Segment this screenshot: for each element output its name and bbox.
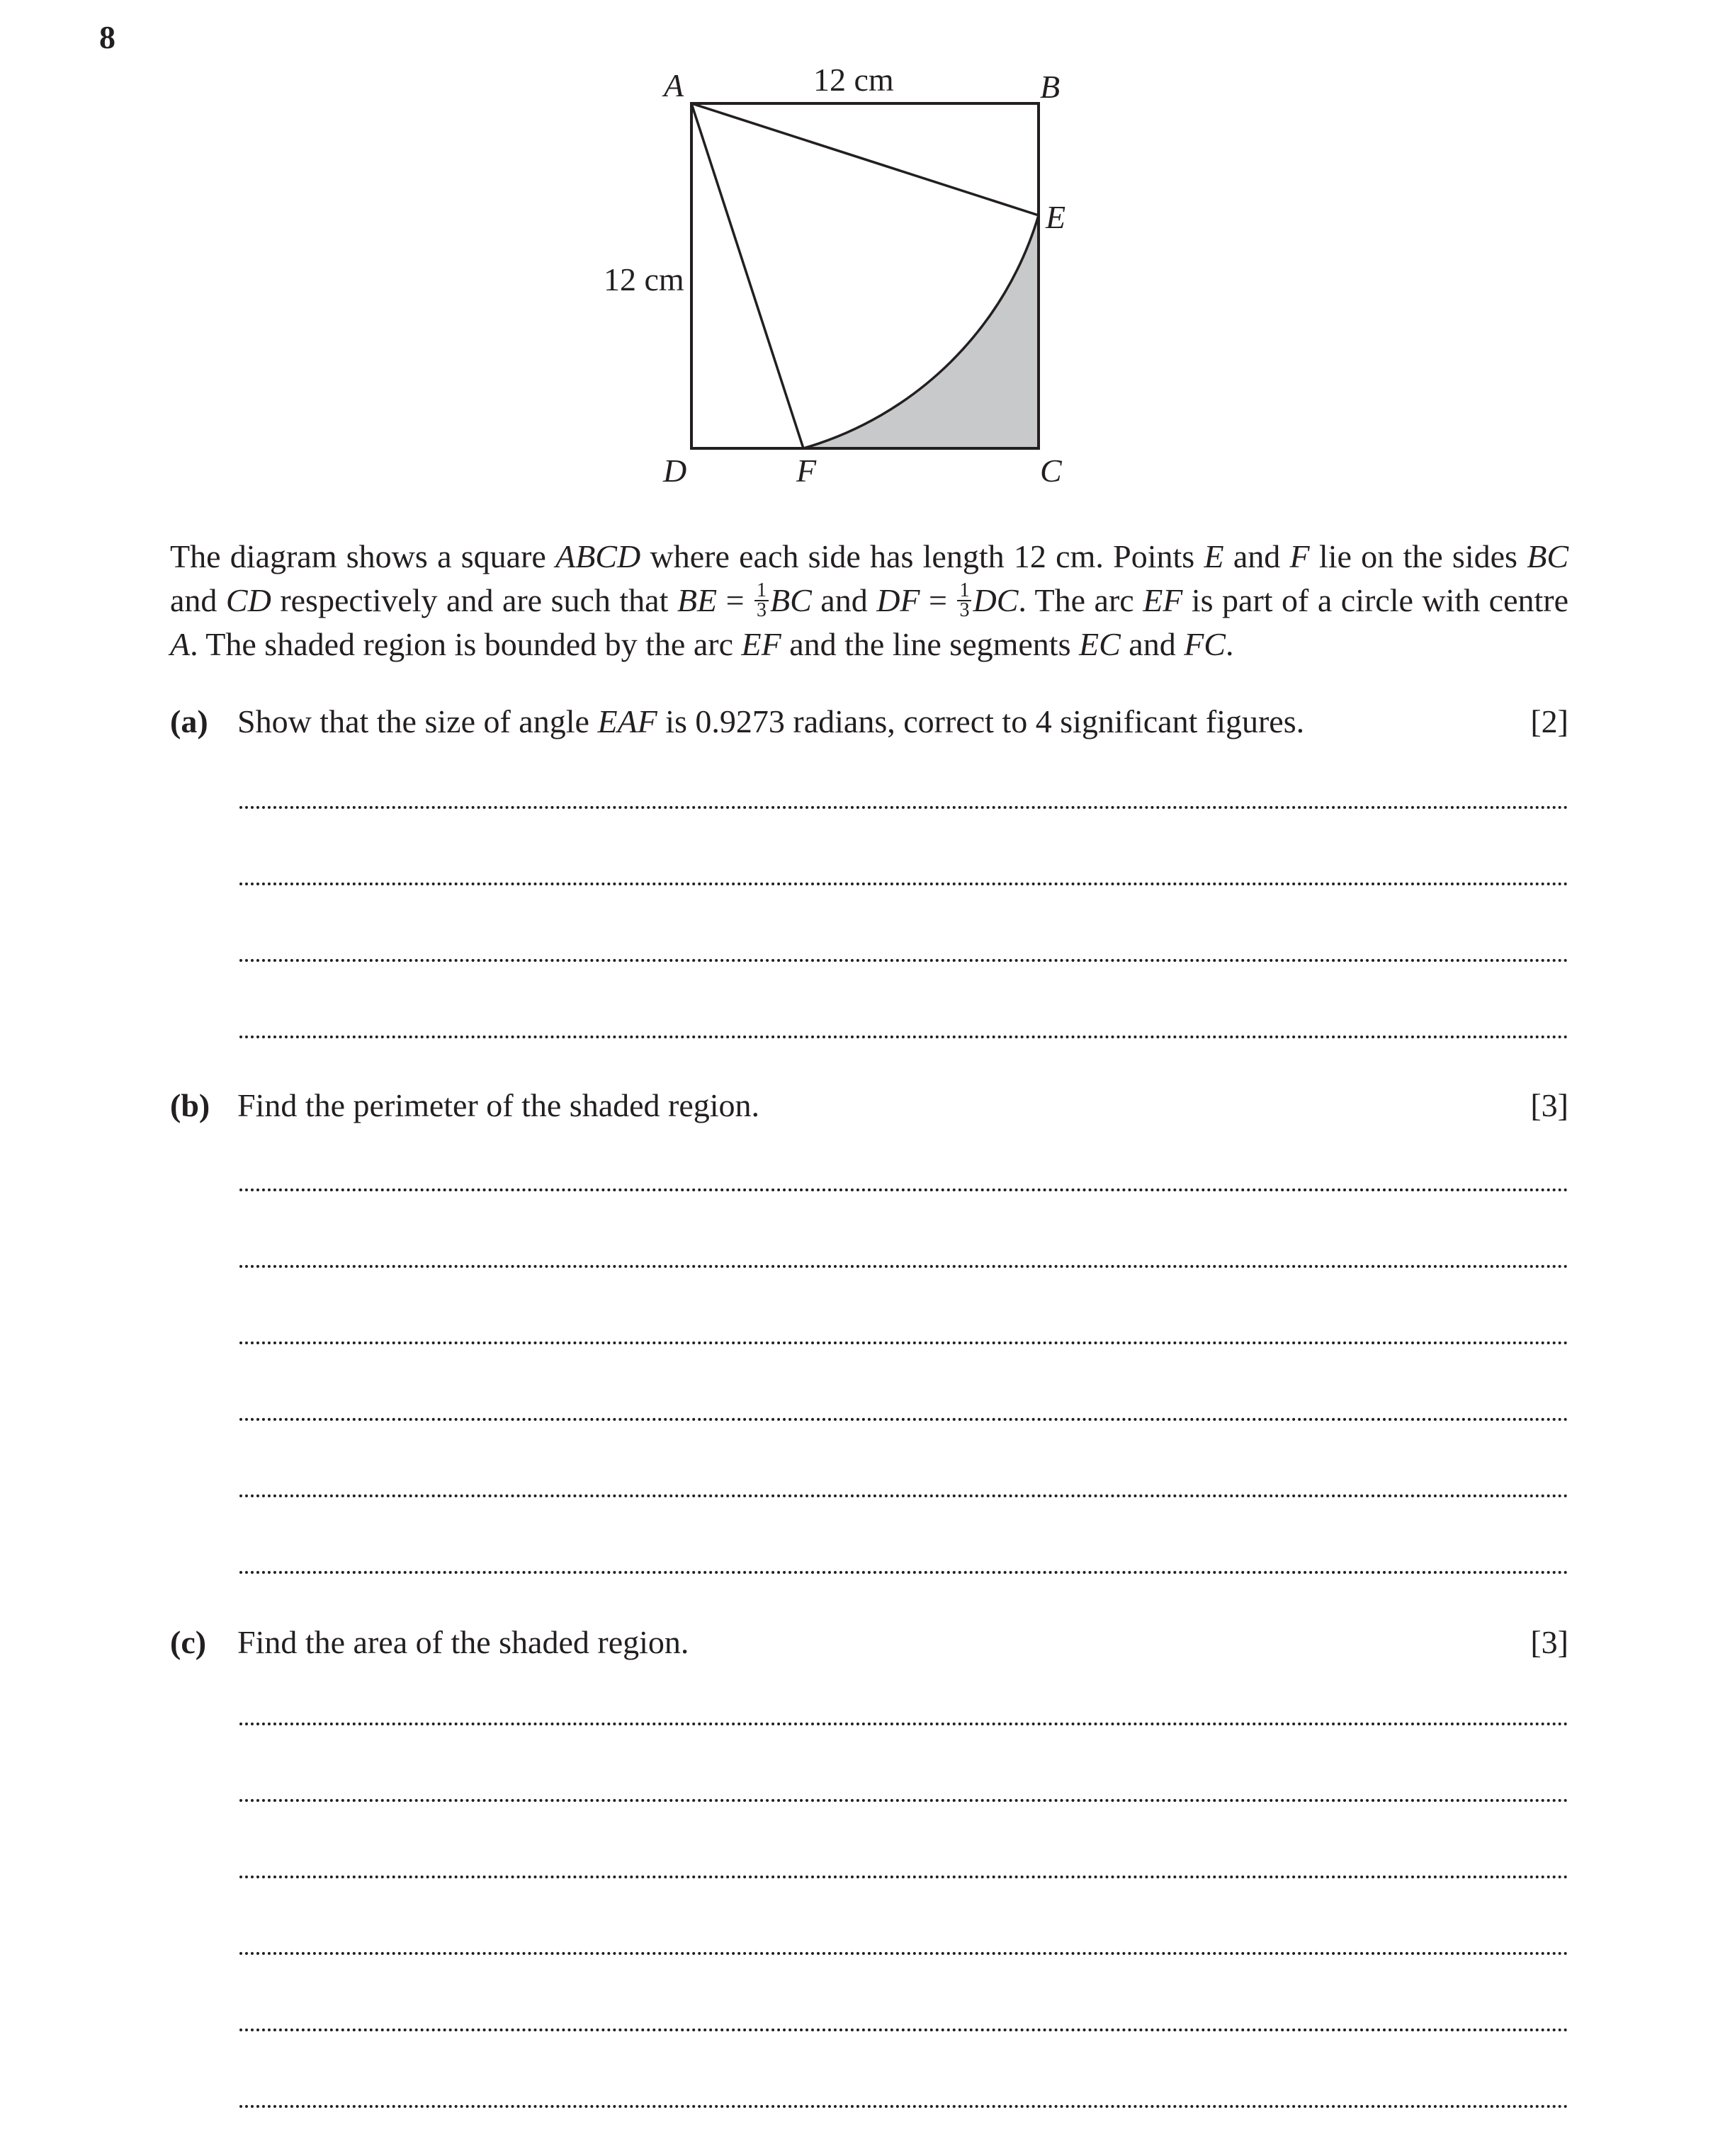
intro-text: is part of a circle with centre xyxy=(1182,582,1569,618)
answer-line[interactable] xyxy=(239,2105,1568,2108)
intro-text: = xyxy=(717,582,754,618)
intro-text: EF xyxy=(741,626,781,663)
answer-line[interactable] xyxy=(239,1494,1568,1497)
question-text-end: is 0.9273 radians, correct to 4 significant figures. xyxy=(657,703,1305,739)
intro-text: and xyxy=(1223,538,1290,574)
intro-text: where each side has length 12 cm. Points xyxy=(640,538,1204,574)
answer-line[interactable] xyxy=(239,1341,1568,1344)
question-text-italic: EAF xyxy=(597,703,657,739)
question-marks: [3] xyxy=(1530,1624,1568,1660)
intro-text: and xyxy=(811,582,877,618)
line-ae xyxy=(691,103,1039,215)
intro-text: DF xyxy=(876,582,920,618)
label-top-side: 12 cm xyxy=(813,62,894,98)
intro-text: A xyxy=(170,626,191,663)
intro-text: EC xyxy=(1079,626,1121,663)
answer-line[interactable] xyxy=(239,1876,1568,1878)
intro-text: and the line segments xyxy=(781,626,1079,663)
label-a: A xyxy=(664,67,684,103)
intro-text: BC xyxy=(1527,538,1568,574)
intro-text: The diagram shows a square xyxy=(170,538,556,574)
intro-text: CD xyxy=(225,582,271,618)
fraction-denominator: 3 xyxy=(959,599,970,622)
label-c: C xyxy=(1040,453,1062,489)
intro-text: . The shaded region is bounded by the arc xyxy=(190,626,742,663)
fraction-numerator: 1 xyxy=(754,581,769,601)
page-number: 8 xyxy=(99,19,115,55)
question-marks: [3] xyxy=(1530,1087,1568,1123)
question-part-label: (b) xyxy=(170,1087,210,1123)
intro-text: BC xyxy=(770,582,812,618)
line-af xyxy=(691,103,803,448)
label-f: F xyxy=(796,453,817,489)
question-text xyxy=(237,700,1304,744)
intro-text: respectively and are such that xyxy=(271,582,677,618)
question-text: Find the perimeter of the shaded region. xyxy=(237,1087,760,1123)
answer-line[interactable] xyxy=(239,1952,1568,1955)
question-text-start: Show that the size of angle xyxy=(237,703,598,739)
answer-line[interactable] xyxy=(239,1188,1568,1191)
answer-line[interactable] xyxy=(239,1036,1568,1038)
answer-line[interactable] xyxy=(239,1418,1568,1421)
square-diagram xyxy=(0,0,1713,510)
intro-text: EF xyxy=(1143,582,1183,618)
answer-line[interactable] xyxy=(239,806,1568,809)
fraction-denominator: 3 xyxy=(757,599,767,622)
intro-text: BE xyxy=(677,582,718,618)
shaded-region xyxy=(803,215,1039,448)
question-text: Find the area of the shaded region. xyxy=(237,1624,689,1660)
intro-text: lie on the sides xyxy=(1309,538,1527,574)
answer-line[interactable] xyxy=(239,883,1568,885)
label-b: B xyxy=(1040,69,1061,105)
intro-text: = xyxy=(920,582,956,618)
answer-line[interactable] xyxy=(239,1571,1568,1574)
intro-text: FC xyxy=(1184,626,1226,663)
answer-line[interactable] xyxy=(239,1723,1568,1725)
fraction-one-third xyxy=(957,581,971,620)
intro-text: E xyxy=(1204,538,1224,574)
question-part-label: (a) xyxy=(170,703,208,739)
intro-text: DC xyxy=(973,582,1019,618)
question-marks: [2] xyxy=(1530,703,1568,739)
answer-line[interactable] xyxy=(239,2029,1568,2031)
intro-text: and xyxy=(170,582,226,618)
label-left-side: 12 cm xyxy=(604,261,684,297)
answer-line[interactable] xyxy=(239,1799,1568,1802)
intro-text: ABCD xyxy=(555,538,641,574)
intro-text: . The arc xyxy=(1018,582,1143,618)
answer-line[interactable] xyxy=(239,959,1568,962)
fraction-numerator: 1 xyxy=(957,581,971,601)
intro-text: F xyxy=(1289,538,1310,574)
label-e: E xyxy=(1046,199,1066,235)
label-d: D xyxy=(663,453,687,489)
intro-text: and xyxy=(1120,626,1185,663)
fraction-one-third xyxy=(754,581,769,620)
answer-line[interactable] xyxy=(239,1265,1568,1268)
question-part-label: (c) xyxy=(170,1624,207,1660)
intro-text: . xyxy=(1225,626,1234,663)
intro-paragraph xyxy=(170,535,1568,666)
